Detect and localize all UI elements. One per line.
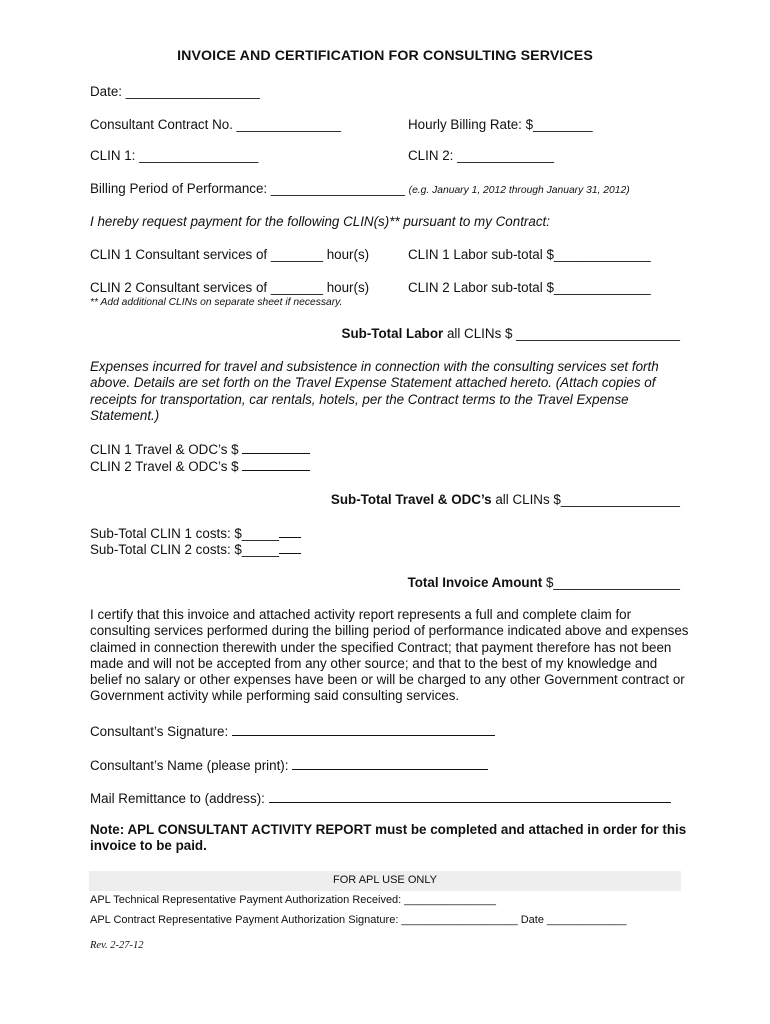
revision-label: Rev. 2-27-12 — [90, 940, 144, 951]
clin1-services-field[interactable]: CLIN 1 Consultant services of _______ hour(s) — [90, 247, 370, 262]
clin2-travel-field[interactable] — [90, 458, 310, 475]
subtotal-clin1-label: Sub-Total CLIN 1 costs: $_____ — [90, 526, 280, 541]
total-invoice-field[interactable] — [408, 575, 680, 591]
signature-line[interactable] — [232, 723, 495, 736]
total-invoice-blank: $_________________ — [542, 575, 680, 590]
subtotal-travel-label: Sub-Total Travel & ODC’s — [330, 492, 492, 507]
remittance-label: Mail Remittance to (address): — [90, 791, 265, 806]
clin1-travel-blank[interactable] — [242, 441, 310, 454]
subtotal-travel-blank: all CLINs $________________ — [491, 492, 680, 507]
apl-technical-authorization[interactable]: APL Technical Representative Payment Authorization Received: _______________ — [90, 894, 497, 906]
apl-contract-authorization[interactable]: APL Contract Representative Payment Authorization Signature: ___________________ Date _____________ — [90, 914, 627, 926]
signature-field[interactable] — [90, 723, 495, 740]
payment-request-statement: I hereby request payment for the following CLIN(s)** pursuant to my Contract: — [90, 214, 550, 229]
signature-label: Consultant’s Signature: — [90, 724, 229, 739]
clin2-labor-subtotal-field[interactable]: CLIN 2 Labor sub-total $_____________ — [408, 280, 651, 295]
clin2-travel-label: CLIN 2 Travel & ODC’s $ — [90, 459, 239, 474]
subtotal-travel-field[interactable] — [331, 492, 680, 508]
subtotal-clin2-label: Sub-Total CLIN 2 costs: $_____ — [90, 542, 280, 557]
billing-period-field[interactable] — [90, 181, 630, 199]
billing-period-label: Billing Period of Performance: __________________ — [90, 181, 405, 196]
subtotal-labor-label: Sub-Total Labor — [341, 326, 444, 341]
contract-number-field[interactable]: Consultant Contract No. ______________ — [90, 117, 341, 132]
clin1-labor-subtotal-field[interactable]: CLIN 1 Labor sub-total $_____________ — [408, 247, 651, 262]
clin1-travel-label: CLIN 1 Travel & ODC’s $ — [90, 442, 239, 457]
activity-report-note: Note: APL CONSULTANT ACTIVITY REPORT must be completed and attached in order for this invoice to be paid. — [90, 822, 687, 854]
consultant-name-label: Consultant’s Name (please print): — [90, 758, 289, 773]
consultant-name-line[interactable] — [292, 757, 488, 770]
clin2-field[interactable]: CLIN 2: _____________ — [408, 148, 554, 163]
remittance-field[interactable] — [90, 790, 671, 807]
additional-clins-note: ** Add additional CLINs on separate sheet if necessary. — [90, 297, 343, 308]
consultant-name-field[interactable] — [90, 757, 488, 774]
subtotal-clin1-field[interactable] — [90, 525, 301, 542]
hourly-rate-field[interactable]: Hourly Billing Rate: $________ — [408, 117, 593, 132]
form-title: INVOICE AND CERTIFICATION FOR CONSULTING SERVICES — [177, 48, 593, 64]
clin2-travel-blank[interactable] — [242, 458, 310, 471]
certification-paragraph: I certify that this invoice and attached activity report represents a full and complete claim for consulting services performed during the billing period of performance indicated above and expenses claimed in connection therewith under the specified Contract; that payment therefore has not been made and will not be accepted from any other source; and that to the best of my knowledge and belief no salary or other expenses have been or will be charged to any other Government contract or Government activity while performing said consulting services. — [90, 607, 689, 704]
subtotal-clin2-blank[interactable] — [279, 541, 301, 554]
total-invoice-label: Total Invoice Amount — [407, 575, 543, 590]
remittance-line[interactable] — [269, 790, 671, 803]
expenses-paragraph: Expenses incurred for travel and subsistence in connection with the consulting services set forth above. Details are set forth on the Travel Expense Statement attached hereto. (Attach copies of receipts for transportation, car rentals, hotels, per the Contract terms to the Travel Expense Statement.) — [90, 359, 659, 423]
date-field[interactable]: Date: __________________ — [90, 84, 260, 99]
subtotal-clin1-blank[interactable] — [279, 525, 301, 538]
billing-period-example: (e.g. January 1, 2012 through January 31, 2012) — [408, 185, 630, 196]
subtotal-labor-field[interactable] — [342, 326, 680, 342]
apl-use-only-header: FOR APL USE ONLY — [333, 874, 437, 886]
clin2-services-field[interactable]: CLIN 2 Consultant services of _______ hour(s) — [90, 280, 370, 295]
subtotal-labor-blank: all CLINs $ ______________________ — [443, 326, 680, 341]
clin1-field[interactable]: CLIN 1: ________________ — [90, 148, 259, 163]
subtotal-clin2-field[interactable] — [90, 541, 301, 558]
clin1-travel-field[interactable] — [90, 441, 310, 458]
